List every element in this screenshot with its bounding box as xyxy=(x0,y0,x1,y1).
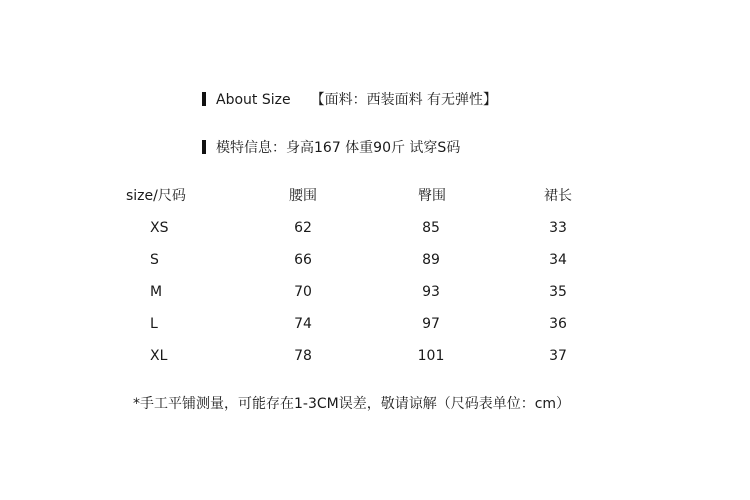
table-row-length: 34 xyxy=(549,252,567,268)
table-row-hip: 85 xyxy=(422,220,440,236)
title-line xyxy=(202,91,497,109)
table-row-size: S xyxy=(150,252,159,268)
table-row-size: XS xyxy=(150,220,169,236)
model-info-line xyxy=(202,139,460,157)
table-row-hip: 97 xyxy=(422,316,440,332)
table-row-length: 33 xyxy=(549,220,567,236)
table-row-size: L xyxy=(150,316,158,332)
table-row-hip: 89 xyxy=(422,252,440,268)
table-row-length: 35 xyxy=(549,284,567,300)
table-row-size: XL xyxy=(150,348,168,364)
about-size-heading: About Size xyxy=(216,92,291,108)
table-row-waist: 70 xyxy=(294,284,312,300)
table-row-waist: 78 xyxy=(294,348,312,364)
measurement-footnote: *手工平铺测量，可能存在1-3CM误差，敬请谅解（尺码表单位：cm） xyxy=(133,396,571,412)
table-row-length: 37 xyxy=(549,348,567,364)
model-bar-marker xyxy=(202,140,206,154)
table-row-waist: 74 xyxy=(294,316,312,332)
table-row-size: M xyxy=(150,284,163,300)
column-header-hip: 臀围 xyxy=(418,188,446,204)
table-row-hip: 101 xyxy=(417,348,445,364)
column-header-length: 裙长 xyxy=(544,188,572,204)
table-row-length: 36 xyxy=(549,316,567,332)
heading-bar-marker xyxy=(202,92,206,106)
fabric-info: 【面料：西装面料 有无弹性】 xyxy=(310,92,498,108)
model-info-text: 模特信息：身高167 体重90斤 试穿S码 xyxy=(216,140,461,156)
table-row-waist: 66 xyxy=(294,252,312,268)
column-header-waist: 腰围 xyxy=(289,188,317,204)
table-row-waist: 62 xyxy=(294,220,312,236)
table-row-hip: 93 xyxy=(422,284,440,300)
column-header-size: size/尺码 xyxy=(126,188,186,204)
